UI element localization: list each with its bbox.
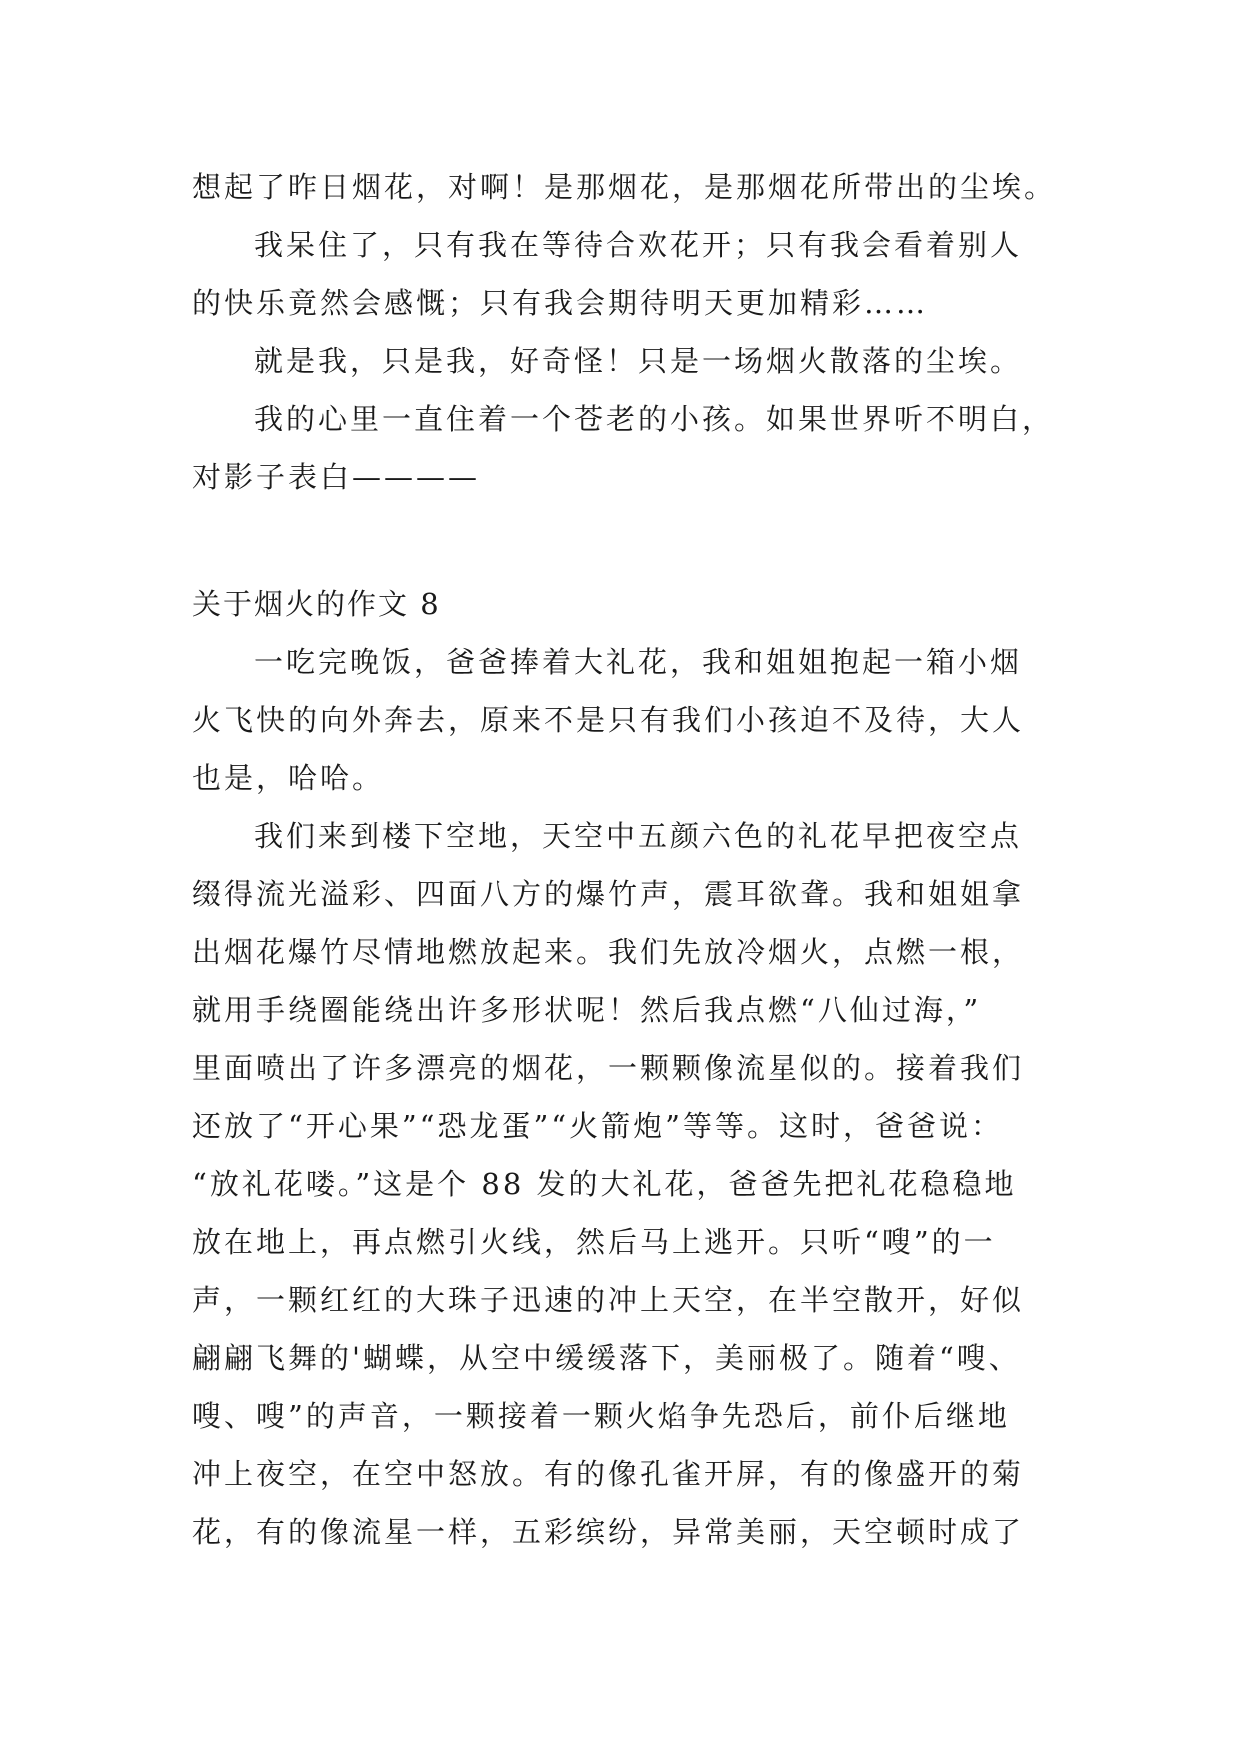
- essay-heading: 关于烟火的作文 8: [192, 587, 441, 621]
- paragraph: [192, 633, 1052, 807]
- paragraph: [192, 390, 1055, 506]
- text-line: 花，有的像流星一样，五彩缤纷，异常美丽，天空顿时成了: [192, 1515, 1025, 1549]
- text-line: 嗖、嗖”的声音，一颗接着一颗火焰争先恐后，前仆后继地: [192, 1399, 1010, 1433]
- paragraph: [192, 216, 1052, 332]
- essay-continuation: [192, 158, 1057, 506]
- text-line: 里面喷出了许多漂亮的烟花，一颗颗像流星似的。接着我们: [192, 1051, 1025, 1085]
- text-line: 翩翩飞舞的'蝴蝶，从空中缓缓落下，美丽极了。随着“嗖、: [192, 1341, 1021, 1375]
- essay-8: [192, 575, 1052, 1561]
- text-line: 就用手绕圈能绕出许多形状呢！然后我点燃“八仙过海，”: [192, 993, 982, 1027]
- text-line: 我呆住了，只有我在等待合欢花开；只有我会看着别人: [254, 228, 1023, 262]
- text-line: 也是，哈哈。: [192, 761, 385, 795]
- paragraph: [192, 158, 1057, 216]
- text-line: 对影子表白————: [192, 460, 481, 494]
- text-line: 我的心里一直住着一个苍老的小孩。如果世界听不明白，: [254, 402, 1055, 436]
- text-line: 我们来到楼下空地，天空中五颜六色的礼花早把夜空点: [254, 819, 1023, 853]
- text-line: 冲上夜空，在空中怒放。有的像孔雀开屏，有的像盛开的菊: [192, 1457, 1025, 1491]
- text-line: 就是我，只是我，好奇怪！只是一场烟火散落的尘埃。: [254, 344, 1023, 378]
- text-line: 一吃完晚饭，爸爸捧着大礼花，我和姐姐抱起一箱小烟: [254, 645, 1023, 679]
- text-line: 还放了“开心果”“恐龙蛋”“火箭炮”等等。这时，爸爸说：: [192, 1109, 1003, 1143]
- text-line: 火飞快的向外奔去，原来不是只有我们小孩迫不及待，大人: [192, 703, 1025, 737]
- paragraph: [192, 332, 1052, 390]
- text-line: 缀得流光溢彩、四面八方的爆竹声，震耳欲聋。我和姐姐拿: [192, 877, 1025, 911]
- text-line: 声，一颗红红的大珠子迅速的冲上天空，在半空散开，好似: [192, 1283, 1025, 1317]
- text-line: 出烟花爆竹尽情地燃放起来。我们先放冷烟火，点燃一根，: [192, 935, 1025, 969]
- paragraph: [192, 807, 1052, 1561]
- text-line: 放在地上，再点燃引火线，然后马上逃开。只听“嗖”的一: [192, 1225, 996, 1259]
- text-line: 想起了昨日烟花，对啊！是那烟花，是那烟花所带出的尘埃。: [192, 170, 1057, 204]
- text-line: “放礼花喽。”这是个 88 发的大礼花，爸爸先把礼花稳稳地: [192, 1167, 1017, 1201]
- text-line: 的快乐竟然会感慨；只有我会期待明天更加精彩……: [192, 286, 929, 320]
